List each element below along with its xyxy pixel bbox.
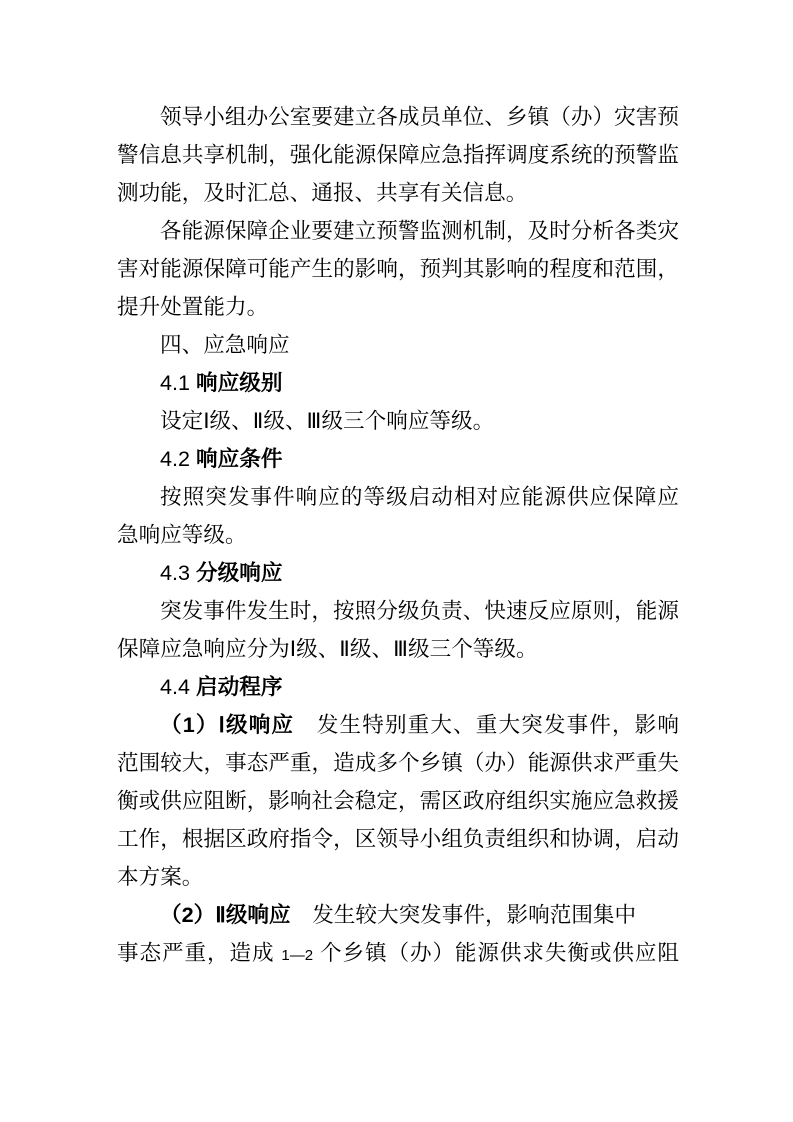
paragraph-4-2: [117, 478, 679, 554]
text-run: 发生较大突发事件，影响范围集中: [290, 902, 637, 927]
text-line: [117, 136, 679, 174]
text-run: 本方案。: [117, 864, 204, 889]
text-run: 4.2: [160, 446, 197, 471]
bold-text-run: （1）Ⅰ级响应: [160, 712, 295, 737]
text-line: [117, 782, 679, 820]
text-run: 害对能源保障可能产生的影响，预判其影响的程度和范围，: [117, 256, 679, 281]
text-run: 各能源保障企业要建立预警监测机制，及时分析各类灾: [160, 218, 679, 243]
text-run: 警信息共享机制，强化能源保障应急指挥调度系统的预警监: [117, 142, 679, 167]
text-line: [117, 326, 679, 364]
text-run: 4.3: [160, 560, 197, 585]
text-run: 按照突发事件响应的等级启动相对应能源供应保障应: [160, 484, 679, 509]
text-line: [117, 934, 679, 972]
heading-4-3: [117, 554, 679, 592]
heading-section-4: [117, 326, 679, 364]
text-run: 事态严重，造成: [117, 940, 282, 965]
text-line: [117, 668, 679, 706]
text-line: [117, 516, 679, 554]
paragraph-warning-sharing: [117, 98, 679, 212]
text-run: 4.1: [160, 370, 197, 395]
text-line: [117, 212, 679, 250]
text-run: 四、应急响应: [160, 332, 290, 357]
text-line: [117, 98, 679, 136]
text-run: 发生特别重大、重大突发事件，影响: [294, 712, 679, 737]
text-line: [117, 896, 679, 934]
paragraph-4-3: [117, 592, 679, 668]
text-line: [117, 250, 679, 288]
text-run: 衡或供应阻断，影响社会稳定，需区政府组织实施应急救援: [117, 788, 679, 813]
text-line: [117, 630, 679, 668]
text-line: [117, 288, 679, 326]
text-run: 提升处置能力。: [117, 294, 269, 319]
text-line: [117, 554, 679, 592]
text-line: [117, 592, 679, 630]
text-line: [117, 440, 679, 478]
bold-text-run: （2）Ⅱ级响应: [160, 902, 291, 927]
bold-text-run: 响应条件: [196, 446, 283, 471]
text-run: 保障应急响应分为Ⅰ级、Ⅱ级、Ⅲ级三个等级。: [117, 636, 538, 661]
text-line: [117, 478, 679, 516]
paragraph-4-1: [117, 402, 679, 440]
text-line: [117, 744, 679, 782]
text-line: [117, 706, 679, 744]
text-line: [117, 858, 679, 896]
paragraph-enterprise-monitoring: [117, 212, 679, 326]
text-line: [117, 174, 679, 212]
bold-text-run: 响应级别: [196, 370, 283, 395]
heading-4-1: [117, 364, 679, 402]
text-line: [117, 402, 679, 440]
text-run: 4.4: [160, 674, 197, 699]
paragraph-level-2-response: [117, 896, 679, 972]
text-run: 工作，根据区政府指令，区领导小组负责组织和协调，启动: [117, 826, 679, 851]
text-run: 设定Ⅰ级、Ⅱ级、Ⅲ级三个响应等级。: [160, 408, 495, 433]
text-line: [117, 364, 679, 402]
paragraph-level-1-response: [117, 706, 679, 896]
text-run: 突发事件发生时，按照分级负责、快速反应原则，能源: [160, 598, 679, 623]
heading-4-4: [117, 668, 679, 706]
text-line: [117, 820, 679, 858]
document-body: [117, 98, 679, 972]
text-run: 急响应等级。: [117, 522, 247, 547]
text-run: 个乡镇（办）能源供求失衡或供应阻: [313, 940, 679, 965]
text-run: 领导小组办公室要建立各成员单位、乡镇（办）灾害预: [160, 104, 679, 129]
text-run: 测功能，及时汇总、通报、共享有关信息。: [117, 180, 528, 205]
bold-text-run: 启动程序: [196, 674, 283, 699]
text-run: 1—2: [281, 947, 314, 964]
bold-text-run: 分级响应: [196, 560, 283, 585]
text-run: 范围较大，事态严重，造成多个乡镇（办）能源供求严重失: [117, 750, 679, 775]
heading-4-2: [117, 440, 679, 478]
